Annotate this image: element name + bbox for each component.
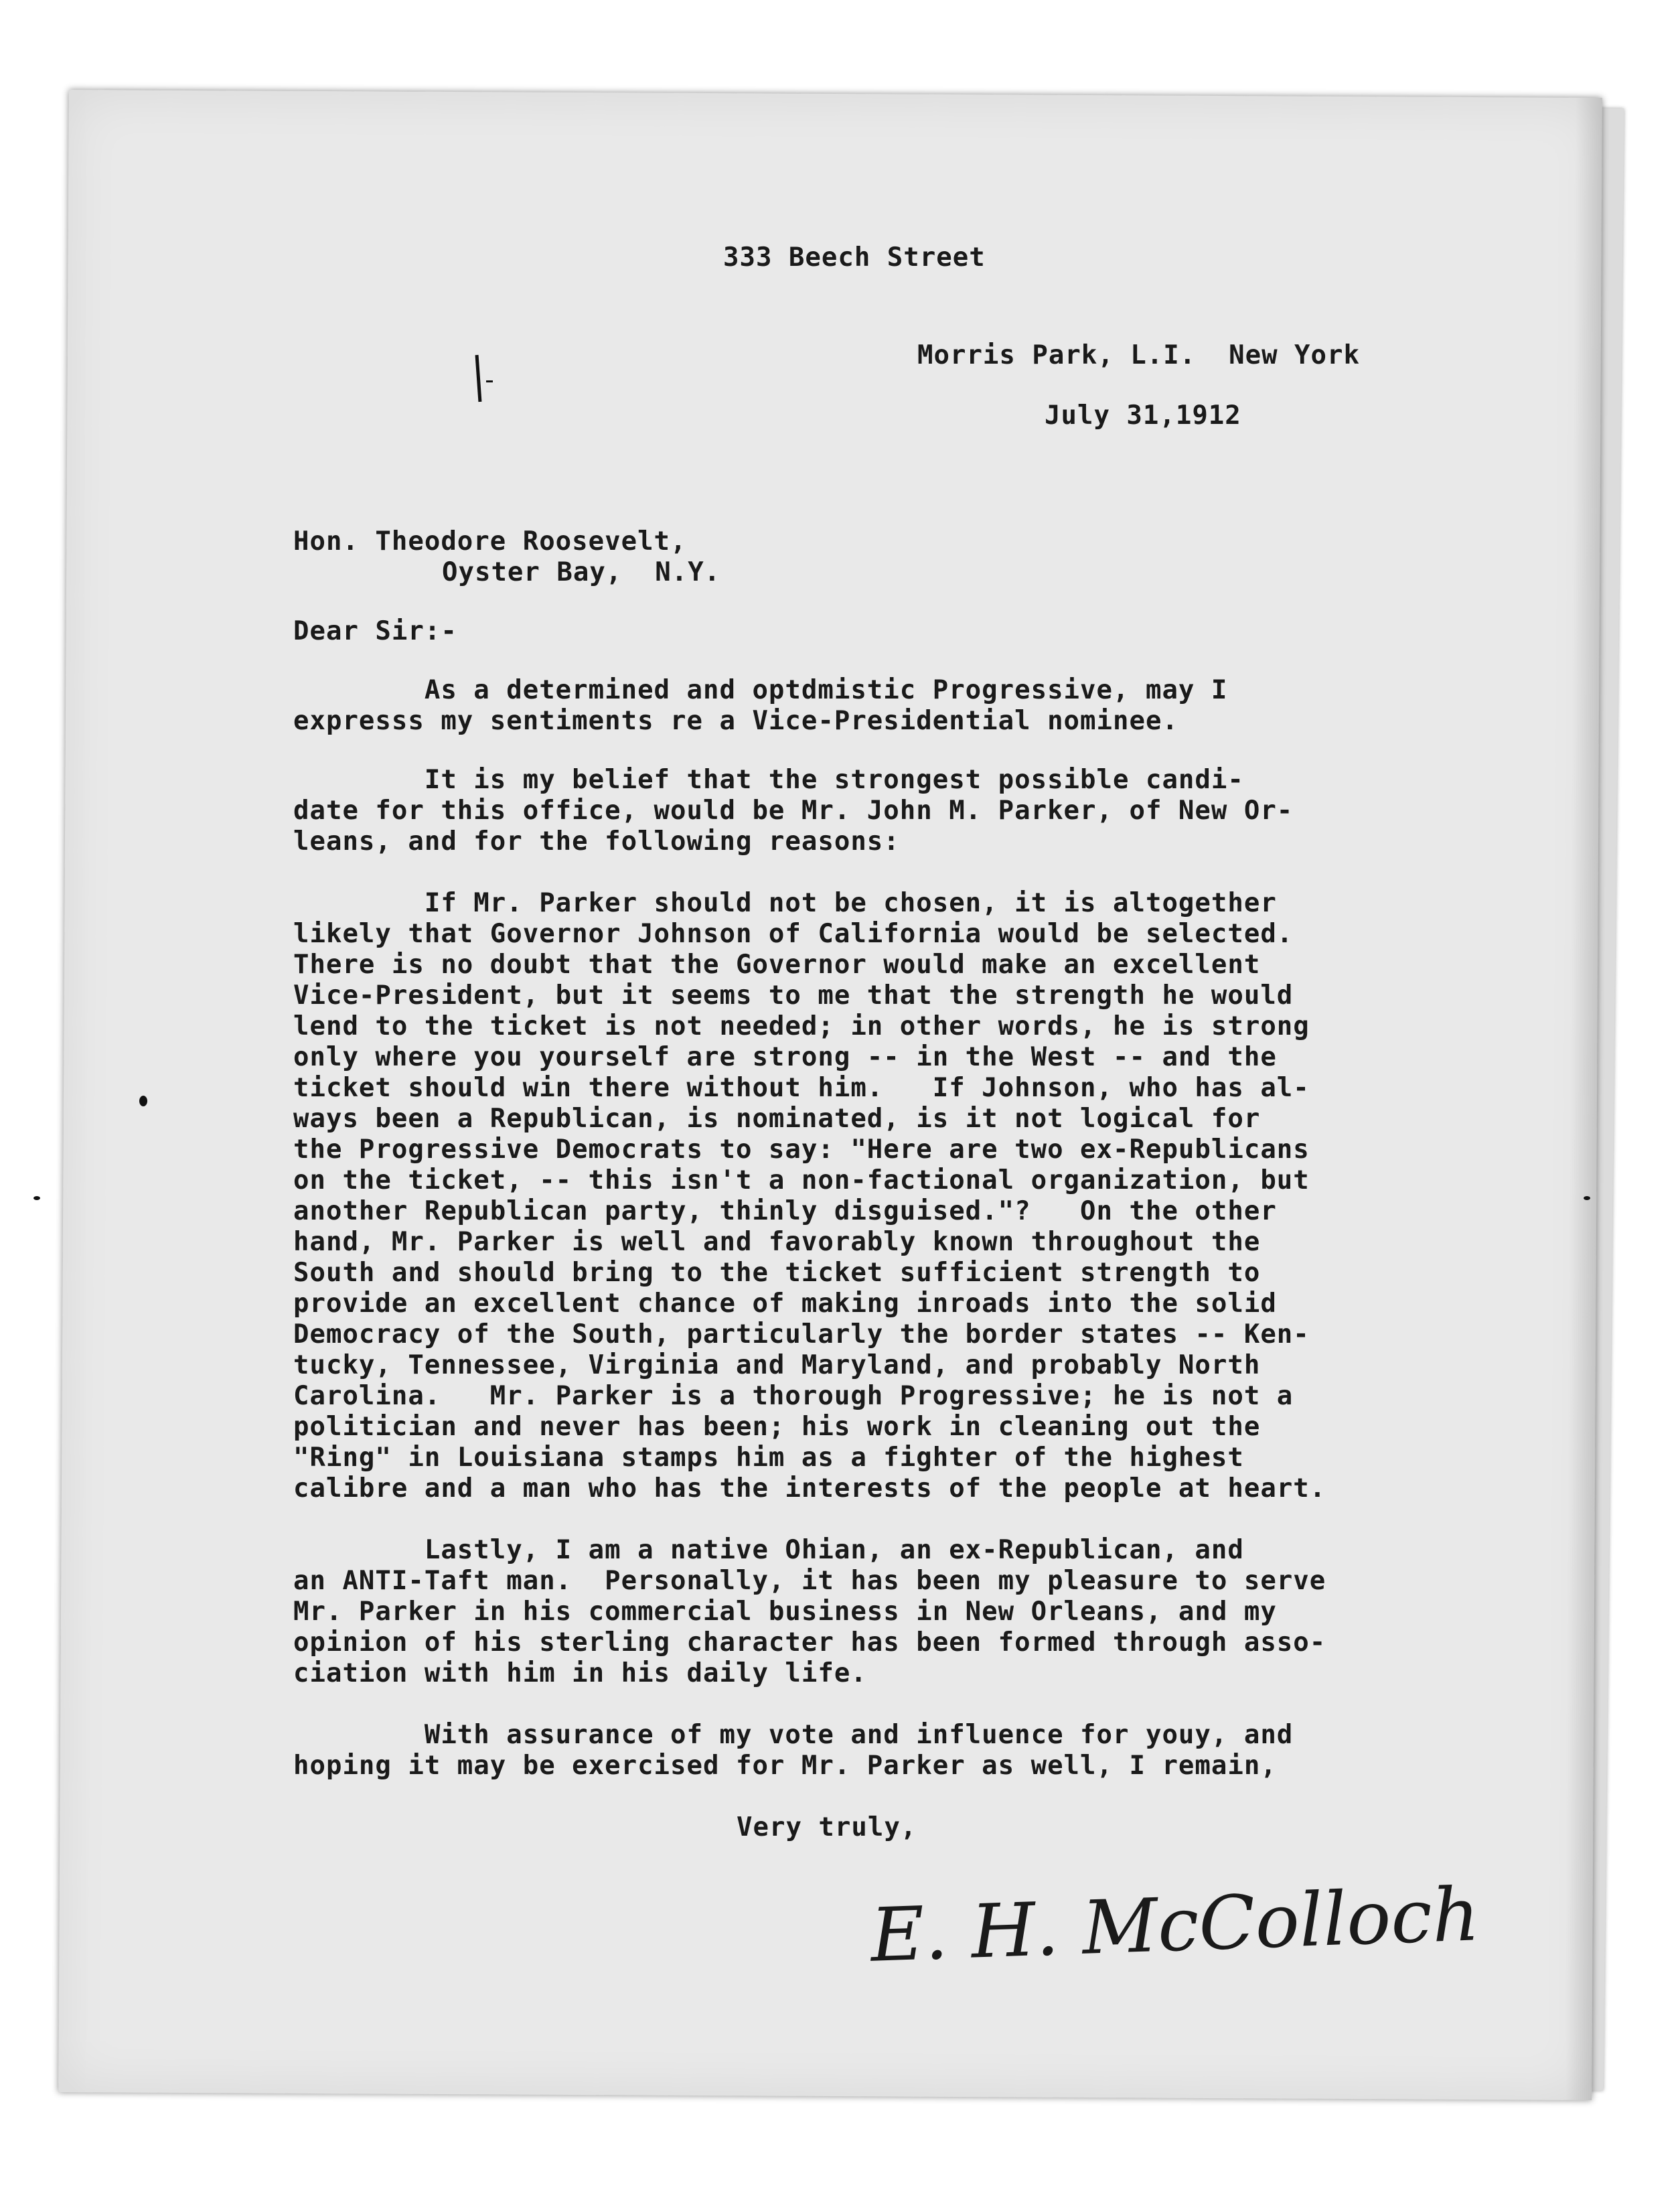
handwritten-signature: E. H. McColloch — [869, 1871, 1481, 1978]
ink-dot — [33, 1196, 40, 1200]
address-city: Morris Park, L.I. New York — [917, 340, 1360, 370]
text-line: Lastly, I am a native Ohian, an ex-Republican, and — [293, 1535, 1244, 1565]
text-line: hoping it may be exercised for Mr. Parker as well, I remain, — [293, 1751, 1277, 1781]
text-line: provide an excellent chance of making inroads into the solid — [293, 1289, 1277, 1319]
text-line: hand, Mr. Parker is well and favorably known throughout the — [293, 1227, 1261, 1257]
address-street: 333 Beech Street — [723, 242, 986, 273]
text-line: expresss my sentiments re a Vice-Presidential nominee. — [293, 706, 1178, 736]
text-line: only where you yourself are strong -- in the West -- and the — [293, 1042, 1277, 1072]
letter-date: July 31,1912 — [1045, 400, 1241, 431]
ink-dot — [139, 1096, 147, 1106]
text-line: tucky, Tennessee, Virginia and Maryland, and probably North — [293, 1350, 1261, 1380]
text-line: There is no doubt that the Governor would make an excellent — [293, 950, 1261, 980]
recipient-name: Hon. Theodore Roosevelt, — [293, 526, 687, 557]
text-line: ciation with him in his daily life. — [293, 1658, 867, 1688]
text-line: likely that Governor Johnson of California would be selected. — [293, 919, 1294, 949]
text-line: "Ring" in Louisiana stamps him as a fighter of the highest — [293, 1443, 1244, 1473]
pencil-mark-tick — [486, 380, 493, 382]
text-line: calibre and a man who has the interests of the people at heart. — [293, 1473, 1326, 1504]
text-line: on the ticket, -- this isn't a non-factional organization, but — [293, 1165, 1310, 1195]
text-line: politician and never has been; his work in cleaning out the — [293, 1412, 1261, 1442]
text-line: If Mr. Parker should not be chosen, it is altogether — [293, 888, 1277, 918]
text-line: With assurance of my vote and influence for youy, and — [293, 1720, 1294, 1750]
text-line: the Progressive Democrats to say: "Here are two ex-Republicans — [293, 1135, 1310, 1165]
text-line: Vice-President, but it seems to me that the strength he would — [293, 980, 1294, 1011]
text-line: ticket should win there without him. If Johnson, who has al- — [293, 1073, 1310, 1103]
text-line: Democracy of the South, particularly the border states -- Ken- — [293, 1319, 1310, 1349]
closing: Very truly, — [737, 1812, 917, 1842]
text-line: Carolina. Mr. Parker is a thorough Progressive; he is not a — [293, 1381, 1294, 1411]
text-line: leans, and for the following reasons: — [293, 826, 900, 857]
text-line: opinion of his sterling character has been formed through asso- — [293, 1627, 1326, 1658]
text-line: As a determined and optdmistic Progressive, may I — [293, 675, 1228, 705]
text-line: ways been a Republican, is nominated, is it not logical for — [293, 1104, 1261, 1134]
recipient-address: Oyster Bay, N.Y. — [442, 557, 721, 587]
text-line: an ANTI-Taft man. Personally, it has been my pleasure to serve — [293, 1566, 1326, 1596]
ink-dot — [1584, 1196, 1590, 1200]
text-line: Mr. Parker in his commercial business in New Orleans, and my — [293, 1597, 1277, 1627]
text-line: another Republican party, thinly disguised."? On the other — [293, 1196, 1277, 1226]
text-line: lend to the ticket is not needed; in other words, he is strong — [293, 1011, 1310, 1041]
text-line: date for this office, would be Mr. John M. Parker, of New Or- — [293, 796, 1294, 826]
text-line: It is my belief that the strongest possible candi- — [293, 765, 1244, 795]
salutation: Dear Sir:- — [293, 616, 457, 646]
text-line: South and should bring to the ticket sufficient strength to — [293, 1258, 1261, 1288]
